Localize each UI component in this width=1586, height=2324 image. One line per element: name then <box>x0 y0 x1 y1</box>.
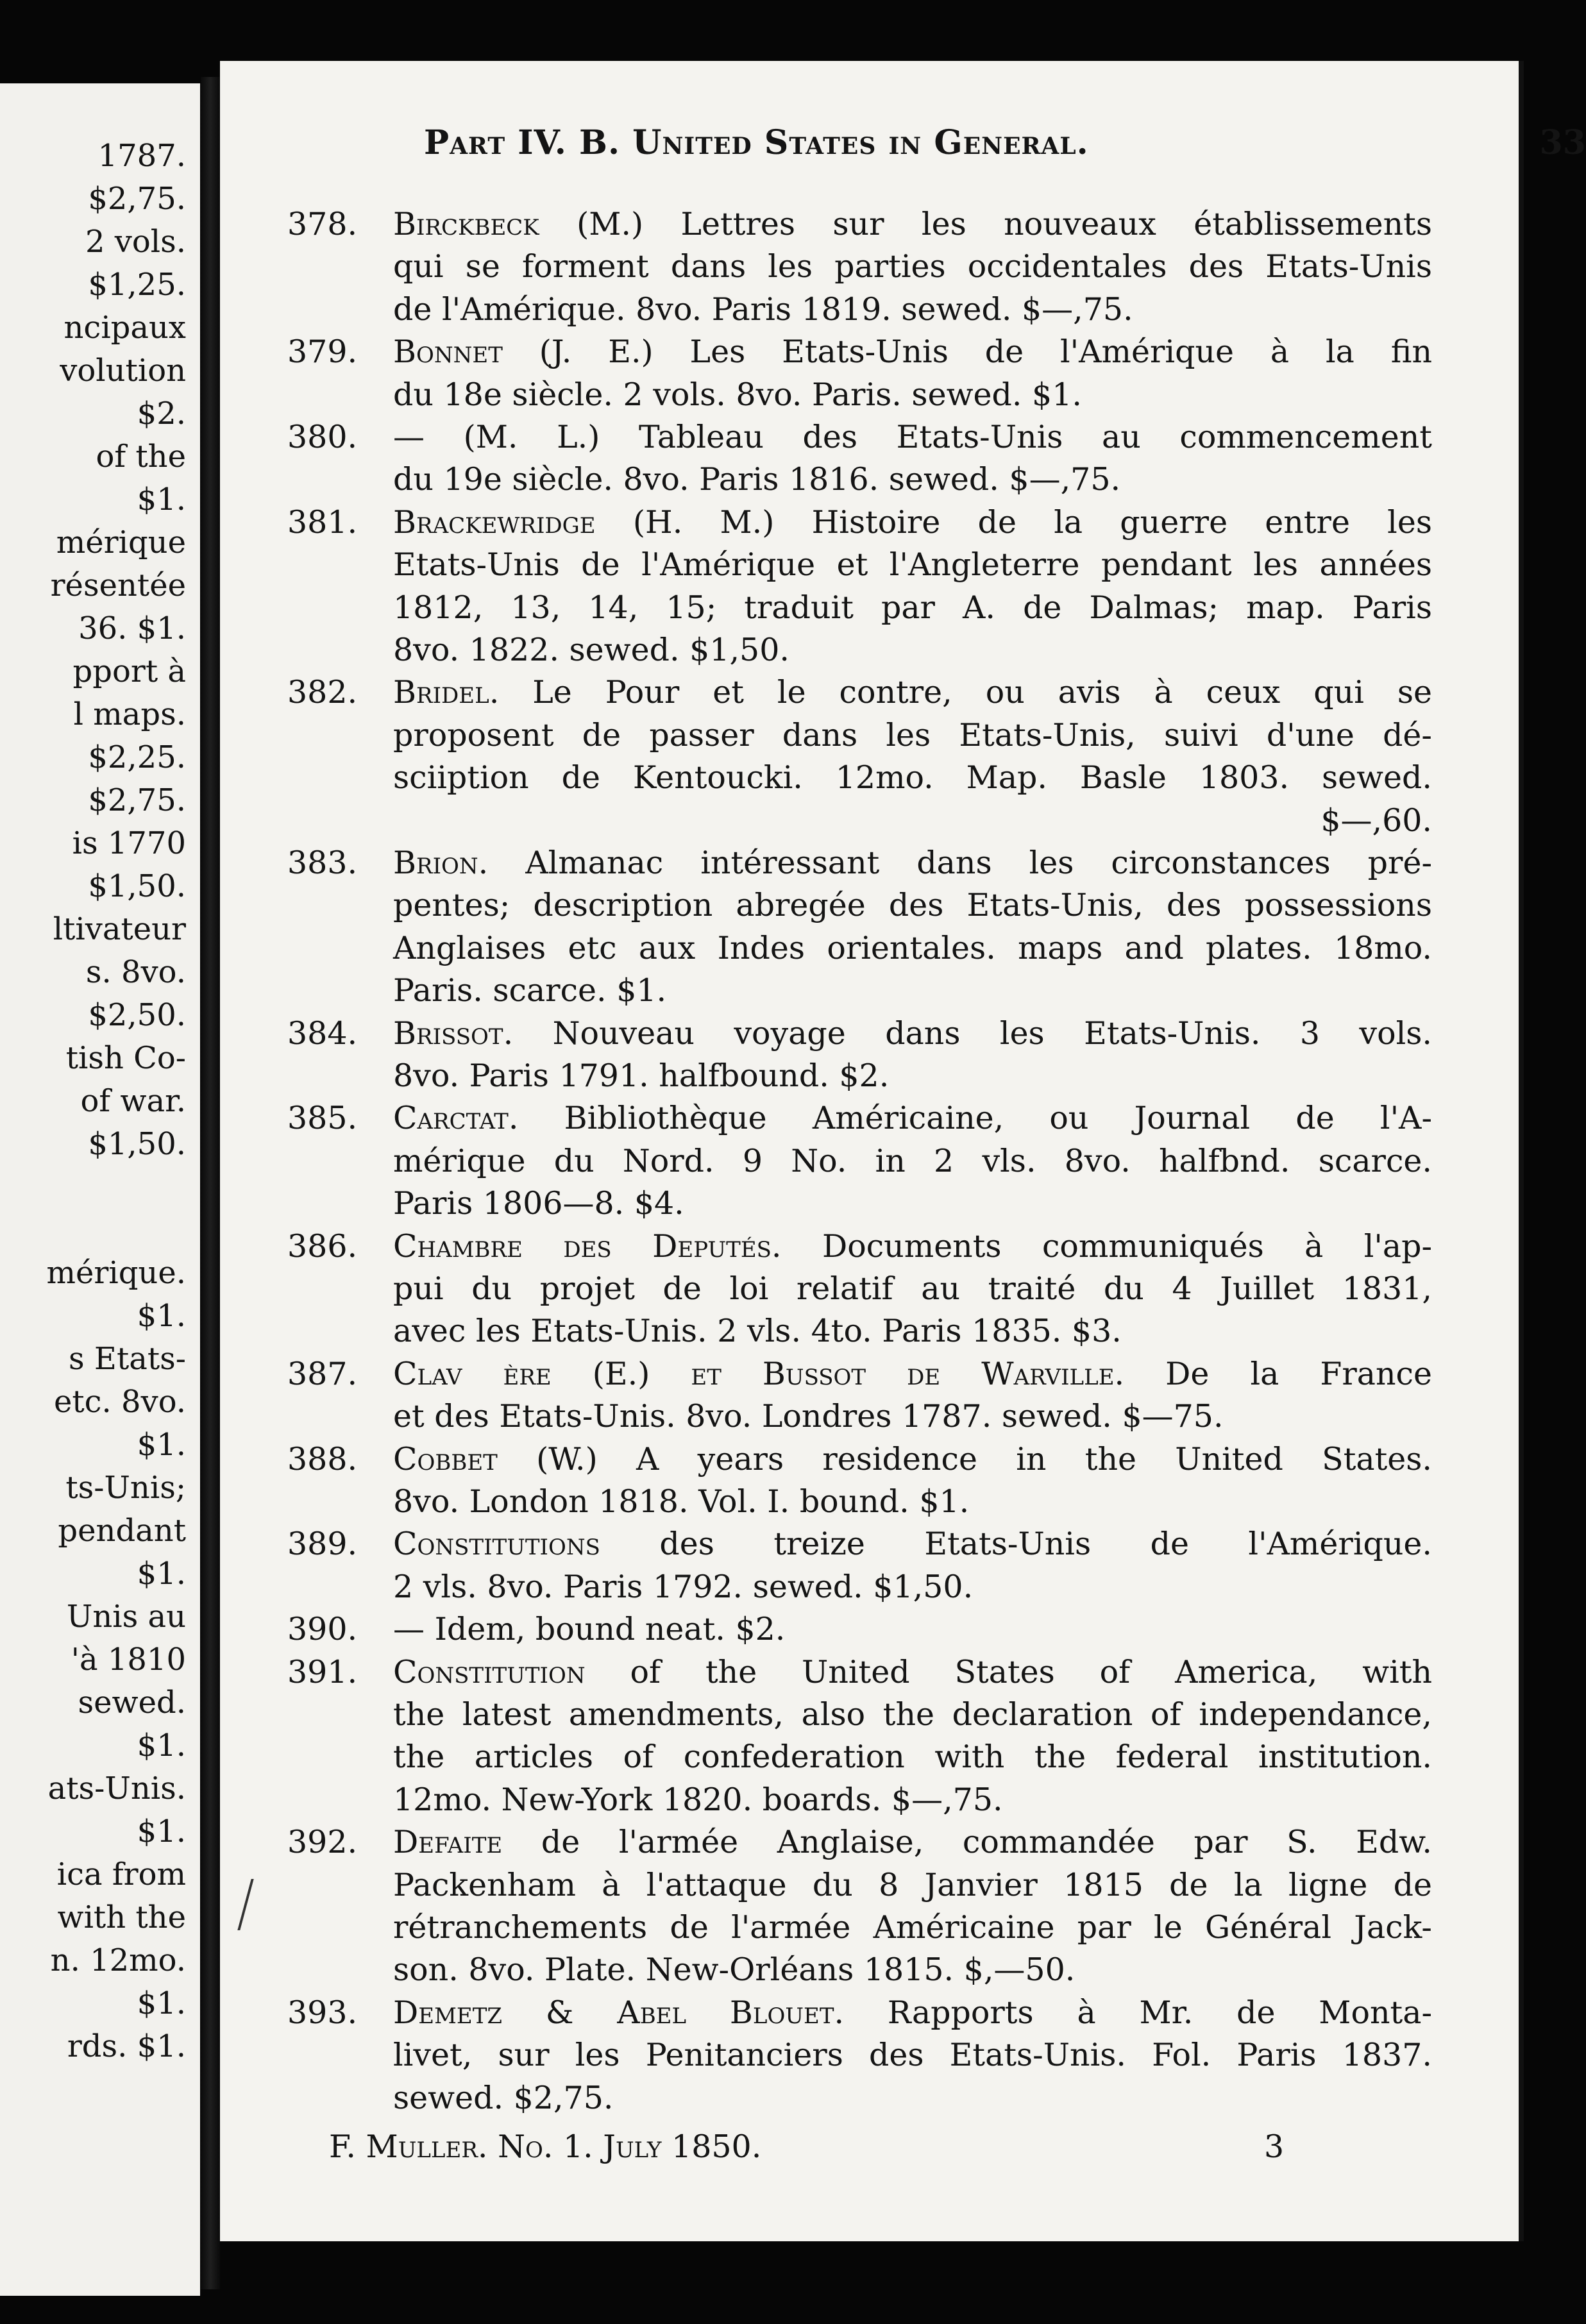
entry-line: pentes; description abregée des Etats-Unis, des possessions <box>393 887 1432 924</box>
entry-price: $—,60. <box>1320 802 1432 839</box>
entry-first-line <box>287 1013 1432 1055</box>
entry-number: 378. <box>287 206 358 242</box>
entry-author: Birckbeck <box>393 206 539 242</box>
left-page-line: with the <box>57 1899 186 1935</box>
left-page-line: Unis au <box>66 1599 186 1635</box>
left-page-line: $1. <box>137 482 186 518</box>
entry-number: 392. <box>287 1824 358 1861</box>
left-page-line: $1. <box>137 1427 186 1463</box>
entry-text: (H. M.) Histoire de la guerre entre les <box>632 503 1432 541</box>
entry-first-line <box>287 1438 1432 1481</box>
entry-line: livet, sur les Penitanciers des Etats-Unis. Fol. Paris 1837. <box>393 2037 1432 2074</box>
entry-author: Carctat. <box>393 1100 519 1137</box>
entry-text: (M. L.) Tableau des Etats-Unis au commencement <box>463 419 1432 455</box>
entry-first-line <box>287 1225 1432 1268</box>
left-page-line: $1,50. <box>88 1126 186 1162</box>
entry-author: Demetz & Abel Blouet. <box>393 1994 845 2031</box>
entry-text: Idem, bound neat. $2. <box>434 1611 786 1648</box>
entry-first-line <box>287 1353 1432 1395</box>
entry-author: Constitutions <box>393 1526 600 1563</box>
entry-line: 12mo. New-York 1820. boards. $—,75. <box>393 1781 1003 1818</box>
left-page-line: 2 vols. <box>85 224 186 260</box>
entry-text: (J. E.) Les Etats-Unis de l'Amérique à la fin <box>539 333 1432 371</box>
left-page-line: $2,25. <box>88 739 186 775</box>
book-gutter <box>201 77 220 2289</box>
entry-line: Paris 1806—8. $4. <box>393 1185 684 1222</box>
entry-line: pui du projet de loi relatif au traité du 4 Juillet 1831, <box>393 1270 1432 1307</box>
left-page-line: s. 8vo. <box>85 954 186 990</box>
entry-line: sciiption de Kentoucki. 12mo. Map. Basle 1803. sewed. <box>393 759 1432 796</box>
left-page-line: mérique <box>56 525 186 560</box>
entry-line: 8vo. Paris 1791. halfbound. $2. <box>393 1057 890 1094</box>
entry-line: 8vo. London 1818. Vol. I. bound. $1. <box>393 1483 970 1520</box>
entry-first-line <box>287 203 1432 246</box>
entry-line: son. 8vo. Plate. New-Orléans 1815. $,—50. <box>393 1951 1076 1989</box>
entry-text: Documents communiqués à l'ap- <box>822 1227 1433 1265</box>
entry-number: 384. <box>287 1015 358 1052</box>
entry-line: sewed. $2,75. <box>393 2079 614 2116</box>
entry-text: De la France <box>1165 1355 1432 1392</box>
left-page-line: tish Co- <box>65 1040 186 1076</box>
page-number: 33 <box>1539 123 1586 162</box>
catalogue-page <box>220 61 1586 2241</box>
entry-number: 388. <box>287 1440 358 1478</box>
entry-line: proposent de passer dans les Etats-Unis, suivi d'une dé- <box>393 716 1432 754</box>
entry-text: Nouveau voyage dans les Etats-Unis. 3 vols. <box>552 1015 1432 1052</box>
entry-first-line <box>287 1821 1432 1864</box>
entry-text: Bibliothèque Américaine, ou Journal de l'A- <box>564 1100 1432 1137</box>
entry-number: 379. <box>287 333 358 371</box>
entry-author: Constitution <box>393 1653 586 1690</box>
entry-text: of the United States of America, with <box>630 1653 1432 1690</box>
entry-number: 381. <box>287 503 358 541</box>
left-page-line: 36. $1. <box>78 610 186 646</box>
left-page-line: 'à 1810 <box>71 1642 186 1678</box>
entry-number: 391. <box>287 1653 358 1690</box>
entry-number: 380. <box>287 419 358 455</box>
entry-first-line <box>287 331 1432 373</box>
entry-author: Cobbet <box>393 1440 498 1478</box>
entry-line: du 18e siècle. 2 vols. 8vo. Paris. sewed. $1. <box>393 376 1082 413</box>
left-page-line: $1. <box>137 1814 186 1849</box>
left-page-line: $1. <box>137 1728 186 1764</box>
entry-number: 387. <box>287 1355 358 1392</box>
entry-line: 2 vls. 8vo. Paris 1792. sewed. $1,50. <box>393 1568 974 1605</box>
entry-line: Paris. scarce. $1. <box>393 972 667 1009</box>
entry-author: Chambre des Deputés. <box>393 1227 782 1265</box>
left-page-line: ats-Unis. <box>47 1771 186 1806</box>
entry-number: 383. <box>287 845 358 881</box>
entry-first-line <box>287 671 1432 714</box>
left-page-line: ncipaux <box>63 310 186 346</box>
footer-imprint: F. Muller. No. 1. July 1850. <box>329 2128 762 2165</box>
left-page-line: s Etats- <box>69 1341 186 1377</box>
entry-number: 390. <box>287 1611 358 1648</box>
entry-line: qui se forment dans les parties occidentales des Etats-Unis <box>393 248 1432 285</box>
entry-number: 385. <box>287 1100 358 1137</box>
signature-mark: 3 <box>1264 2128 1285 2165</box>
entry-number: 386. <box>287 1227 358 1265</box>
left-page-line: l maps. <box>73 696 186 732</box>
entry-text: (M.) Lettres sur les nouveaux établissements <box>577 206 1432 242</box>
entry-line: du 19e siècle. 8vo. Paris 1816. sewed. $—,75. <box>393 461 1121 498</box>
handwritten-mark <box>237 1879 279 1930</box>
left-page-line: of war. <box>80 1083 186 1119</box>
left-page-line: pendant <box>58 1513 186 1549</box>
entry-author: — <box>393 419 425 455</box>
entry-first-line <box>287 1097 1432 1140</box>
entry-text: (W.) A years residence in the United States. <box>536 1440 1433 1478</box>
left-page-line: $1. <box>137 1298 186 1334</box>
entry-first-line <box>287 1608 1432 1651</box>
entry-line: Etats-Unis de l'Amérique et l'Angleterre pendant les années <box>393 546 1432 584</box>
left-page-line: ica from <box>56 1857 186 1892</box>
catalogue-entries <box>287 61 1461 2241</box>
left-page-line: $2,50. <box>88 997 186 1033</box>
left-page-line: $1. <box>137 1556 186 1592</box>
left-page-line: $1,25. <box>88 267 186 303</box>
entry-author: Brissot. <box>393 1015 514 1052</box>
left-page-line: is 1770 <box>72 825 186 861</box>
entry-line: de l'Amérique. 8vo. Paris 1819. sewed. $—,75. <box>393 290 1133 328</box>
entry-author: Brion. <box>393 845 489 881</box>
left-page-line: $2. <box>137 396 186 432</box>
entry-line: avec les Etats-Unis. 2 vls. 4to. Paris 1835. $3. <box>393 1313 1122 1350</box>
entry-text: Le Pour et le contre, ou avis à ceux qui se <box>532 674 1432 711</box>
left-page-fragment <box>0 83 200 2296</box>
left-page-line: $2,75. <box>88 181 186 217</box>
entry-line: rétranchements de l'armée Américaine par le Général Jack- <box>393 1909 1432 1946</box>
entry-line: the latest amendments, also the declaration of independance, <box>393 1696 1432 1733</box>
entry-first-line <box>287 1523 1432 1565</box>
left-page-line: rds. $1. <box>67 2028 186 2064</box>
left-page-line: $2,75. <box>88 782 186 818</box>
left-page-line: $1. <box>137 1985 186 2021</box>
entry-number: 382. <box>287 674 358 711</box>
left-page-line: n. 12mo. <box>50 1942 186 1978</box>
entry-line: 8vo. 1822. sewed. $1,50. <box>393 632 789 668</box>
left-page-line: résentée <box>50 568 186 603</box>
left-page-line: pport à <box>72 653 186 689</box>
entry-line: Anglaises etc aux Indes orientales. maps and plates. 18mo. <box>393 929 1432 966</box>
entry-line: et des Etats-Unis. 8vo. Londres 1787. sewed. $—75. <box>393 1398 1224 1435</box>
entry-author: — <box>393 1611 425 1648</box>
entry-text: Almanac intéressant dans les circonstances pré- <box>525 845 1433 881</box>
page-title: Part IV. B. United States in General. <box>424 123 1089 162</box>
entry-first-line <box>287 501 1432 544</box>
entry-text: Rapports à Mr. de Monta- <box>887 1994 1433 2031</box>
entry-author: Bridel. <box>393 674 500 711</box>
left-page-line: sewed. <box>78 1685 186 1721</box>
entry-number: 389. <box>287 1526 358 1563</box>
entry-line: mérique du Nord. 9 No. in 2 vls. 8vo. halfbnd. scarce. <box>393 1142 1432 1179</box>
entry-text: de l'armée Anglaise, commandée par S. Edw. <box>541 1824 1433 1861</box>
entry-first-line <box>287 1992 1432 2034</box>
entry-first-line <box>287 1651 1432 1694</box>
entry-first-line <box>287 416 1432 459</box>
left-page-line: ltivateur <box>53 911 186 947</box>
left-page-line: $1,50. <box>88 868 186 904</box>
page-footer <box>329 2125 1419 2169</box>
entry-author: Brackewridge <box>393 503 596 541</box>
left-page-line: 1787. <box>97 138 186 174</box>
left-page-line: of the <box>96 439 186 475</box>
entry-number: 393. <box>287 1994 358 2031</box>
entry-text: des treize Etats-Unis de l'Amérique. <box>659 1526 1432 1563</box>
entry-author: Clav ère (E.) et Bussot de Warville. <box>393 1355 1125 1392</box>
entry-first-line <box>287 842 1432 884</box>
left-page-line: volution <box>60 353 186 389</box>
left-page-line: ts-Unis; <box>65 1470 186 1506</box>
entry-line: the articles of confederation with the federal institution. <box>393 1739 1432 1776</box>
entry-line: Packenham à l'attaque du 8 Janvier 1815 de la ligne de <box>393 1866 1432 1903</box>
left-page-line: mérique. <box>46 1255 186 1291</box>
entry-author: Defaite <box>393 1824 503 1861</box>
left-page-line: etc. 8vo. <box>53 1384 186 1420</box>
entry-author: Bonnet <box>393 333 503 371</box>
entry-line: 1812, 13, 14, 15; traduit par A. de Dalmas; map. Paris <box>393 589 1432 626</box>
